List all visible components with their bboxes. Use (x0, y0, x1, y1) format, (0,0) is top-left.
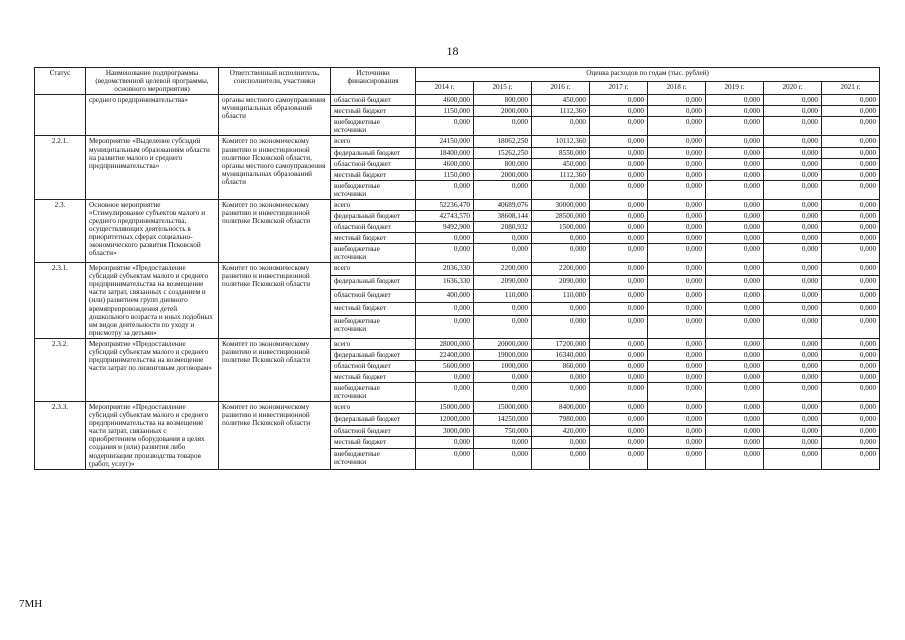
value-cell: 0,000 (532, 449, 590, 469)
value-cell: 0,000 (764, 289, 822, 302)
value-cell: 0,000 (648, 302, 706, 315)
value-cell: 0,000 (706, 158, 764, 169)
value-cell: 0,000 (532, 117, 590, 136)
source-cell: внебюджетные источники (331, 315, 416, 338)
value-cell: 0,000 (822, 117, 880, 136)
header-source: Источники финансирования (331, 68, 416, 95)
source-cell: федеральный бюджет (331, 210, 416, 221)
value-cell: 0,000 (648, 289, 706, 302)
value-cell: 0,000 (474, 117, 532, 136)
value-cell: 0,000 (648, 402, 706, 414)
table-row (35, 95, 880, 106)
header-year: 2017 г. (590, 81, 648, 95)
value-cell: 0,000 (532, 233, 590, 244)
value-cell: 0,000 (706, 95, 764, 106)
value-cell: 0,000 (590, 437, 648, 449)
budget-table (34, 67, 880, 470)
value-cell: 1500,000 (532, 221, 590, 232)
value-cell: 15000,000 (474, 402, 532, 414)
value-cell: 8550,000 (532, 147, 590, 158)
value-cell: 0,000 (706, 106, 764, 117)
status-cell: 2.3.1. (35, 263, 86, 339)
value-cell: 0,000 (822, 147, 880, 158)
source-cell: федеральный бюджет (331, 147, 416, 158)
value-cell: 0,000 (648, 106, 706, 117)
value-cell: 0,000 (648, 210, 706, 221)
value-cell: 0,000 (590, 425, 648, 437)
header-year: 2016 г. (532, 81, 590, 95)
value-cell: 0,000 (590, 158, 648, 169)
value-cell: 0,000 (590, 117, 648, 136)
value-cell: 38608,144 (474, 210, 532, 221)
name-cell: Мероприятие «Выделение субсидий муниципальным образованиям области на развитие малого и среднего предпринимательства» (86, 136, 219, 199)
name-cell: Мероприятие «Предоставление субсидий субъектам малого и среднего предпринимательства на возмещение части затрат, связанных с приобретением оборудования в целях создания и (или) развития либо модернизации производства товаров (работ, услуг)» (86, 402, 219, 470)
value-cell: 2090,000 (474, 276, 532, 289)
value-cell: 0,000 (764, 147, 822, 158)
value-cell: 0,000 (648, 449, 706, 469)
value-cell: 0,000 (822, 349, 880, 360)
value-cell: 0,000 (764, 402, 822, 414)
value-cell: 450,000 (532, 158, 590, 169)
value-cell: 0,000 (648, 437, 706, 449)
value-cell: 0,000 (706, 233, 764, 244)
value-cell: 0,000 (822, 371, 880, 382)
value-cell: 0,000 (590, 402, 648, 414)
value-cell: 18062,250 (474, 136, 532, 147)
value-cell: 0,000 (532, 383, 590, 402)
source-cell: местный бюджет (331, 106, 416, 117)
value-cell: 0,000 (822, 221, 880, 232)
value-cell: 0,000 (706, 276, 764, 289)
value-cell: 0,000 (590, 413, 648, 425)
value-cell: 1636,330 (416, 276, 474, 289)
value-cell: 0,000 (416, 233, 474, 244)
value-cell: 0,000 (764, 371, 822, 382)
value-cell: 0,000 (474, 315, 532, 338)
value-cell: 0,000 (590, 180, 648, 199)
source-cell: местный бюджет (331, 233, 416, 244)
value-cell: 0,000 (822, 276, 880, 289)
status-cell: 2.3. (35, 199, 86, 262)
value-cell: 0,000 (590, 449, 648, 469)
value-cell: 0,000 (648, 276, 706, 289)
value-cell: 0,000 (764, 437, 822, 449)
value-cell: 400,000 (416, 289, 474, 302)
value-cell: 0,000 (764, 338, 822, 349)
value-cell: 0,000 (822, 169, 880, 180)
value-cell: 0,000 (822, 302, 880, 315)
footer-mark: 7МН (19, 598, 43, 610)
value-cell: 0,000 (764, 117, 822, 136)
value-cell: 0,000 (822, 180, 880, 199)
value-cell: 0,000 (706, 289, 764, 302)
source-cell: местный бюджет (331, 437, 416, 449)
value-cell: 0,000 (822, 263, 880, 276)
value-cell: 40689,076 (474, 199, 532, 210)
value-cell: 0,000 (706, 315, 764, 338)
value-cell: 0,000 (764, 221, 822, 232)
value-cell: 0,000 (416, 449, 474, 469)
value-cell: 0,000 (764, 95, 822, 106)
value-cell: 2000,000 (474, 106, 532, 117)
value-cell: 0,000 (706, 425, 764, 437)
value-cell: 0,000 (590, 383, 648, 402)
value-cell: 0,000 (474, 371, 532, 382)
page-number: 18 (446, 44, 459, 58)
value-cell: 0,000 (532, 437, 590, 449)
source-cell: внебюджетные источники (331, 117, 416, 136)
value-cell: 0,000 (764, 244, 822, 263)
value-cell: 9492,900 (416, 221, 474, 232)
value-cell: 0,000 (648, 221, 706, 232)
value-cell: 0,000 (764, 169, 822, 180)
value-cell: 0,000 (648, 95, 706, 106)
value-cell: 0,000 (648, 371, 706, 382)
value-cell: 17200,000 (532, 338, 590, 349)
value-cell: 800,000 (474, 158, 532, 169)
executor-cell: органы местного самоуправления муниципальных образований области (219, 95, 331, 136)
value-cell: 1112,360 (532, 169, 590, 180)
value-cell: 0,000 (822, 289, 880, 302)
value-cell: 0,000 (764, 199, 822, 210)
value-cell: 0,000 (590, 199, 648, 210)
value-cell: 0,000 (474, 180, 532, 199)
source-cell: всего (331, 199, 416, 210)
value-cell: 8400,000 (532, 402, 590, 414)
value-cell: 0,000 (416, 371, 474, 382)
value-cell: 0,000 (706, 371, 764, 382)
source-cell: федеральный бюджет (331, 413, 416, 425)
value-cell: 0,000 (764, 449, 822, 469)
value-cell: 0,000 (648, 263, 706, 276)
value-cell: 0,000 (590, 315, 648, 338)
value-cell: 0,000 (474, 302, 532, 315)
value-cell: 0,000 (532, 302, 590, 315)
value-cell: 0,000 (590, 276, 648, 289)
source-cell: областной бюджет (331, 95, 416, 106)
value-cell: 0,000 (706, 180, 764, 199)
value-cell: 0,000 (648, 117, 706, 136)
value-cell: 0,000 (764, 233, 822, 244)
value-cell: 0,000 (706, 136, 764, 147)
source-cell: всего (331, 338, 416, 349)
value-cell: 0,000 (822, 106, 880, 117)
source-cell: внебюджетные источники (331, 383, 416, 402)
value-cell: 0,000 (648, 349, 706, 360)
value-cell: 0,000 (764, 263, 822, 276)
value-cell: 4600,000 (416, 158, 474, 169)
value-cell: 0,000 (764, 180, 822, 199)
executor-cell: Комитет по экономическому развитию и инвестиционной политике Псковской области (219, 199, 331, 262)
executor-cell: Комитет по экономическому развитию и инвестиционной политике Псковской области (219, 402, 331, 470)
value-cell: 860,000 (532, 360, 590, 371)
value-cell: 0,000 (822, 315, 880, 338)
header-estimate: Оценка расходов по годам (тыс. рублей) (416, 68, 880, 82)
value-cell: 0,000 (706, 302, 764, 315)
value-cell: 0,000 (706, 244, 764, 263)
value-cell: 0,000 (648, 199, 706, 210)
value-cell: 20000,000 (474, 338, 532, 349)
value-cell: 0,000 (764, 425, 822, 437)
value-cell: 52236,470 (416, 199, 474, 210)
value-cell: 0,000 (706, 437, 764, 449)
source-cell: внебюджетные источники (331, 244, 416, 263)
value-cell: 24150,000 (416, 136, 474, 147)
value-cell: 0,000 (764, 136, 822, 147)
value-cell: 0,000 (590, 302, 648, 315)
value-cell: 0,000 (648, 233, 706, 244)
source-cell: всего (331, 402, 416, 414)
value-cell: 0,000 (706, 147, 764, 158)
value-cell: 0,000 (706, 349, 764, 360)
value-cell: 0,000 (706, 360, 764, 371)
value-cell: 0,000 (590, 169, 648, 180)
value-cell: 0,000 (822, 244, 880, 263)
value-cell: 0,000 (416, 302, 474, 315)
value-cell: 0,000 (822, 425, 880, 437)
value-cell: 4600,000 (416, 95, 474, 106)
value-cell: 2090,000 (532, 276, 590, 289)
value-cell: 0,000 (648, 315, 706, 338)
value-cell: 0,000 (764, 210, 822, 221)
value-cell: 110,000 (474, 289, 532, 302)
value-cell: 0,000 (416, 180, 474, 199)
value-cell: 0,000 (416, 383, 474, 402)
value-cell: 0,000 (822, 360, 880, 371)
value-cell: 0,000 (764, 349, 822, 360)
table-row (35, 338, 880, 349)
value-cell: 7980,000 (532, 413, 590, 425)
value-cell: 0,000 (706, 413, 764, 425)
header-executor: Ответственный исполнитель, соисполнители, участники (219, 68, 331, 95)
name-cell: Основное мероприятие «Стимулирование субъектов малого и среднего предпринимательства, осуществляющих деятельность в приоритетных сферах социально-экономического развития Псковской области» (86, 199, 219, 262)
header-year: 2014 г. (416, 81, 474, 95)
value-cell: 0,000 (822, 383, 880, 402)
value-cell: 0,000 (474, 244, 532, 263)
value-cell: 0,000 (706, 221, 764, 232)
value-cell: 800,000 (474, 95, 532, 106)
executor-cell: Комитет по экономическому развитию и инвестиционной политике Псковской области (219, 263, 331, 339)
value-cell: 0,000 (764, 158, 822, 169)
value-cell: 0,000 (416, 315, 474, 338)
executor-cell: Комитет по экономическому развитию и инвестиционной политике Псковской области, органы местного самоуправления муниципальных образований области (219, 136, 331, 199)
value-cell: 14250,000 (474, 413, 532, 425)
value-cell: 0,000 (590, 371, 648, 382)
value-cell: 0,000 (822, 437, 880, 449)
value-cell: 0,000 (648, 169, 706, 180)
value-cell: 15262,250 (474, 147, 532, 158)
executor-cell: Комитет по экономическому развитию и инвестиционной политике Псковской области (219, 338, 331, 401)
value-cell: 18400,000 (416, 147, 474, 158)
value-cell: 0,000 (706, 263, 764, 276)
value-cell: 0,000 (706, 449, 764, 469)
value-cell: 0,000 (822, 402, 880, 414)
source-cell: областной бюджет (331, 221, 416, 232)
value-cell: 0,000 (648, 147, 706, 158)
header-year: 2018 г. (648, 81, 706, 95)
value-cell: 0,000 (706, 210, 764, 221)
value-cell: 0,000 (648, 425, 706, 437)
status-cell: 2.3.2. (35, 338, 86, 401)
value-cell: 0,000 (764, 383, 822, 402)
value-cell: 0,000 (474, 449, 532, 469)
name-cell: Мероприятие «Предоставление субсидий субъектам малого и среднего предпринимательства на возмещение части затрат, связанных с созданием и (или) развитием групп дневного времяпрепровождения детей дошкольного возраста и иных подобных им видов деятельности по уходу и присмотру за детьми» (86, 263, 219, 339)
value-cell: 0,000 (822, 449, 880, 469)
value-cell: 28500,000 (532, 210, 590, 221)
value-cell: 0,000 (590, 95, 648, 106)
header-year: 2020 г. (764, 81, 822, 95)
source-cell: областной бюджет (331, 158, 416, 169)
header-name: Наименование подпрограммы (ведомственной целевой программы, основного мероприятия) (86, 68, 219, 95)
value-cell: 0,000 (590, 338, 648, 349)
source-cell: местный бюджет (331, 169, 416, 180)
value-cell: 15000,000 (416, 402, 474, 414)
source-cell: внебюджетные источники (331, 449, 416, 469)
value-cell: 2000,000 (474, 169, 532, 180)
value-cell: 0,000 (474, 383, 532, 402)
value-cell: 0,000 (590, 221, 648, 232)
value-cell: 0,000 (822, 158, 880, 169)
value-cell: 0,000 (590, 263, 648, 276)
header-status: Статус (35, 68, 86, 95)
source-cell: федеральный бюджет (331, 276, 416, 289)
value-cell: 0,000 (764, 360, 822, 371)
source-cell: федеральный бюджет (331, 349, 416, 360)
value-cell: 0,000 (822, 233, 880, 244)
value-cell: 0,000 (648, 338, 706, 349)
table-header (35, 68, 880, 95)
value-cell: 0,000 (590, 136, 648, 147)
source-cell: областной бюджет (331, 360, 416, 371)
value-cell: 1150,000 (416, 106, 474, 117)
value-cell: 0,000 (590, 289, 648, 302)
status-cell: 2.3.3. (35, 402, 86, 470)
value-cell: 16340,000 (532, 349, 590, 360)
value-cell: 3000,000 (416, 425, 474, 437)
source-cell: областной бюджет (331, 425, 416, 437)
value-cell: 0,000 (764, 315, 822, 338)
value-cell: 0,000 (764, 413, 822, 425)
value-cell: 0,000 (590, 360, 648, 371)
value-cell: 2036,330 (416, 263, 474, 276)
value-cell: 30000,000 (532, 199, 590, 210)
value-cell: 0,000 (590, 349, 648, 360)
value-cell: 0,000 (416, 244, 474, 263)
value-cell: 1112,360 (532, 106, 590, 117)
value-cell: 0,000 (764, 302, 822, 315)
value-cell: 0,000 (706, 338, 764, 349)
value-cell: 0,000 (822, 338, 880, 349)
name-cell: Мероприятие «Предоставление субсидий субъектам малого и среднего предпринимательства на возмещение части затрат по лизинговым договорам» (86, 338, 219, 401)
value-cell: 0,000 (648, 360, 706, 371)
source-cell: местный бюджет (331, 371, 416, 382)
table-row (35, 199, 880, 210)
value-cell: 420,000 (532, 425, 590, 437)
table-body (35, 95, 880, 469)
table-row (35, 136, 880, 147)
value-cell: 10112,360 (532, 136, 590, 147)
value-cell: 1000,000 (474, 360, 532, 371)
value-cell: 28000,000 (416, 338, 474, 349)
value-cell: 0,000 (822, 136, 880, 147)
header-year: 2019 г. (706, 81, 764, 95)
value-cell: 0,000 (532, 180, 590, 199)
table-row (35, 263, 880, 276)
value-cell: 0,000 (474, 437, 532, 449)
value-cell: 0,000 (706, 402, 764, 414)
value-cell: 0,000 (822, 210, 880, 221)
name-cell: среднего предпринимательства» (86, 95, 219, 136)
value-cell: 0,000 (590, 210, 648, 221)
value-cell: 450,000 (532, 95, 590, 106)
value-cell: 0,000 (590, 106, 648, 117)
source-cell: областной бюджет (331, 289, 416, 302)
value-cell: 0,000 (764, 276, 822, 289)
value-cell: 2080,932 (474, 221, 532, 232)
value-cell: 0,000 (648, 158, 706, 169)
value-cell: 0,000 (822, 413, 880, 425)
value-cell: 0,000 (822, 95, 880, 106)
value-cell: 0,000 (474, 233, 532, 244)
value-cell: 12000,000 (416, 413, 474, 425)
value-cell: 0,000 (590, 233, 648, 244)
value-cell: 0,000 (416, 437, 474, 449)
value-cell: 0,000 (706, 383, 764, 402)
value-cell: 5600,000 (416, 360, 474, 371)
value-cell: 0,000 (648, 413, 706, 425)
status-cell (35, 95, 86, 136)
value-cell: 0,000 (648, 180, 706, 199)
source-cell: всего (331, 263, 416, 276)
value-cell: 0,000 (648, 244, 706, 263)
value-cell: 0,000 (532, 371, 590, 382)
value-cell: 0,000 (648, 136, 706, 147)
value-cell: 0,000 (532, 244, 590, 263)
value-cell: 0,000 (648, 383, 706, 402)
value-cell: 0,000 (764, 106, 822, 117)
value-cell: 2200,000 (532, 263, 590, 276)
value-cell: 42743,570 (416, 210, 474, 221)
source-cell: всего (331, 136, 416, 147)
value-cell: 0,000 (590, 147, 648, 158)
value-cell: 0,000 (706, 117, 764, 136)
value-cell: 0,000 (590, 244, 648, 263)
value-cell: 2200,000 (474, 263, 532, 276)
source-cell: местный бюджет (331, 302, 416, 315)
value-cell: 0,000 (416, 117, 474, 136)
value-cell: 22400,000 (416, 349, 474, 360)
source-cell: внебюджетные источники (331, 180, 416, 199)
value-cell: 1150,000 (416, 169, 474, 180)
table-row (35, 402, 880, 414)
value-cell: 19000,000 (474, 349, 532, 360)
value-cell: 0,000 (706, 199, 764, 210)
header-year: 2021 г. (822, 81, 880, 95)
value-cell: 0,000 (706, 169, 764, 180)
value-cell: 110,000 (532, 289, 590, 302)
status-cell: 2.2.1. (35, 136, 86, 199)
header-year: 2015 г. (474, 81, 532, 95)
value-cell: 0,000 (822, 199, 880, 210)
value-cell: 0,000 (532, 315, 590, 338)
value-cell: 750,000 (474, 425, 532, 437)
